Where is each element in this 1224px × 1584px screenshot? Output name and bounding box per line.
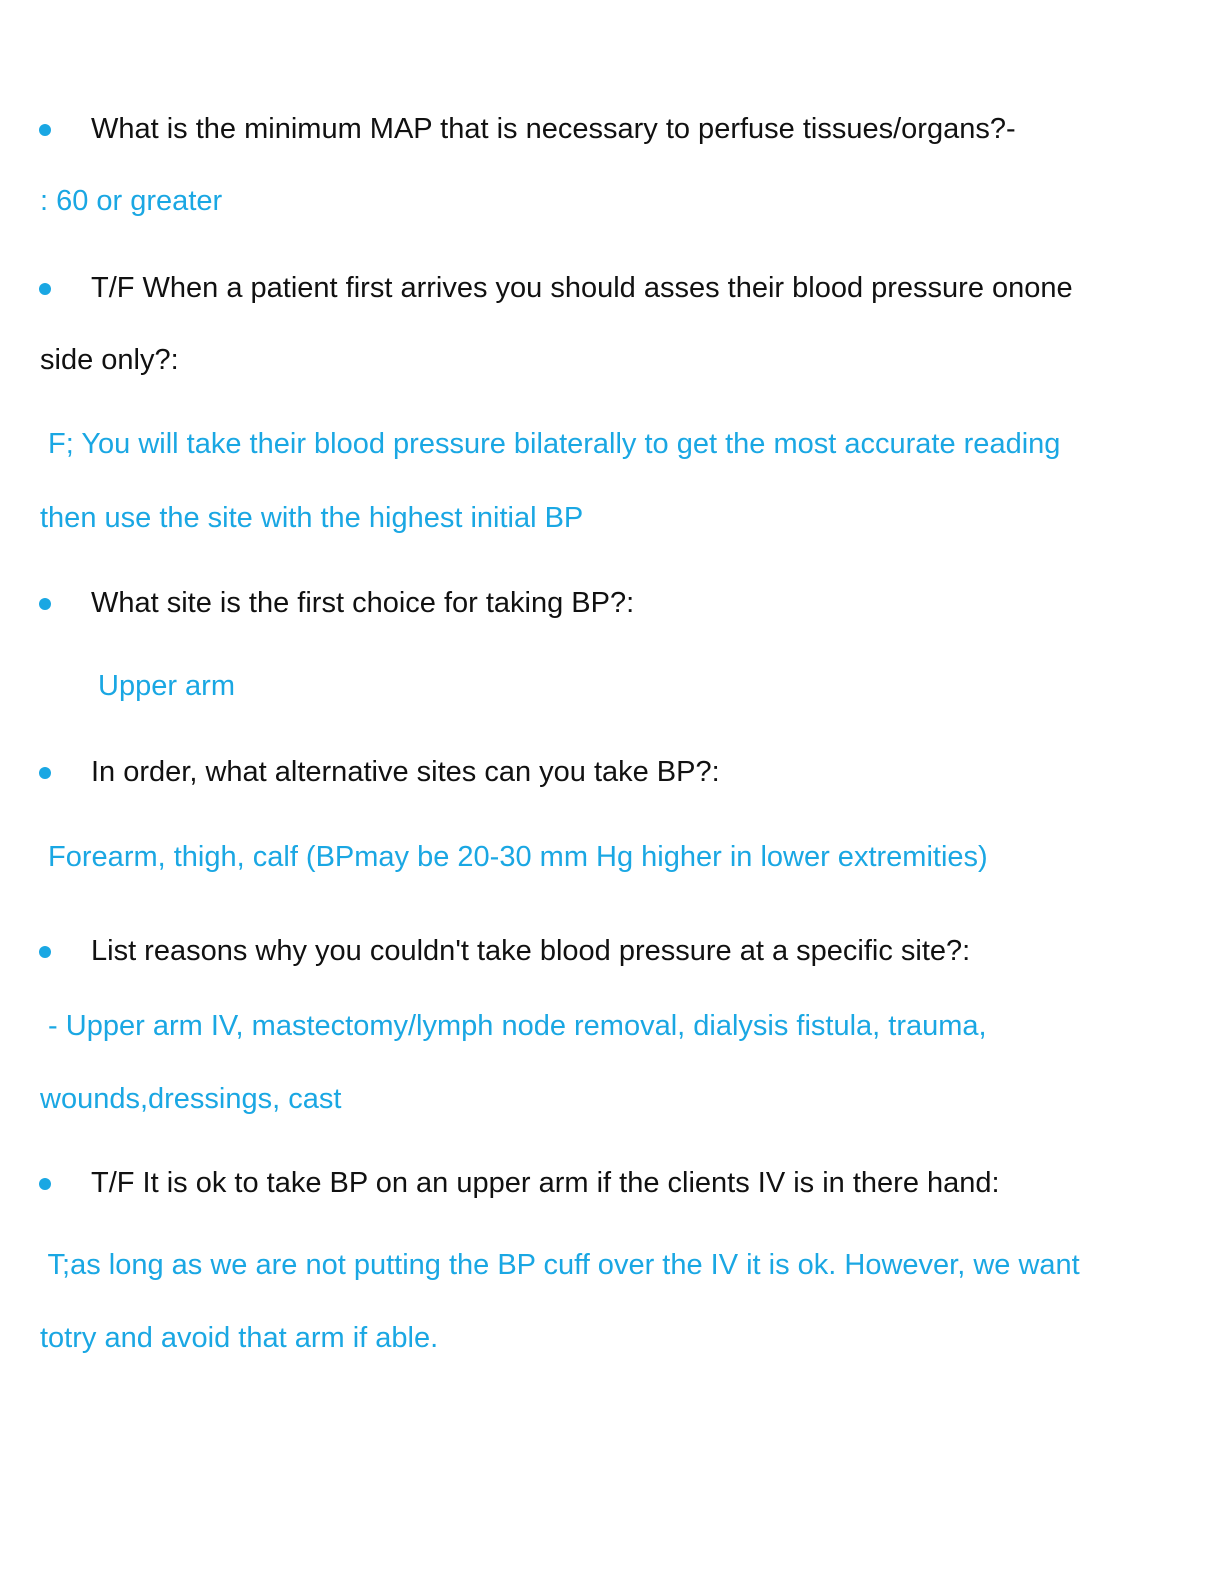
bullet-icon <box>39 283 51 295</box>
answer-1-line-1: : 60 or greater <box>40 185 223 217</box>
question-5: List reasons why you couldn't take blood pressure at a specific site?: <box>91 935 971 967</box>
answer-2-line-2: then use the site with the highest initial BP <box>40 502 584 534</box>
question-3: What site is the first choice for taking BP?: <box>91 587 635 619</box>
answer-4-line-1: Forearm, thigh, calf (BPmay be 20-30 mm Hg higher in lower extremities) <box>40 841 988 873</box>
bullet-icon <box>39 767 51 779</box>
bullet-icon <box>39 946 51 958</box>
bullet-icon <box>39 1178 51 1190</box>
question-2-continuation: side only?: <box>40 344 179 376</box>
question-6: T/F It is ok to take BP on an upper arm if the clients IV is in there hand: <box>91 1167 1000 1199</box>
answer-2-line-1: F; You will take their blood pressure bilaterally to get the most accurate reading <box>40 428 1061 460</box>
answer-6-line-1: T;as long as we are not putting the BP cuff over the IV it is ok. However, we want <box>40 1249 1080 1281</box>
question-1: What is the minimum MAP that is necessary to perfuse tissues/organs?- <box>91 113 1016 145</box>
answer-3-line-1: Upper arm <box>98 670 235 702</box>
answer-6-line-2: totry and avoid that arm if able. <box>40 1322 439 1354</box>
answer-5-line-2: wounds,dressings, cast <box>40 1083 342 1115</box>
question-2: T/F When a patient first arrives you should asses their blood pressure onone <box>91 272 1073 304</box>
answer-5-line-1: - Upper arm IV, mastectomy/lymph node removal, dialysis fistula, trauma, <box>40 1010 987 1042</box>
bullet-icon <box>39 124 51 136</box>
bullet-icon <box>39 598 51 610</box>
question-4: In order, what alternative sites can you take BP?: <box>91 756 720 788</box>
